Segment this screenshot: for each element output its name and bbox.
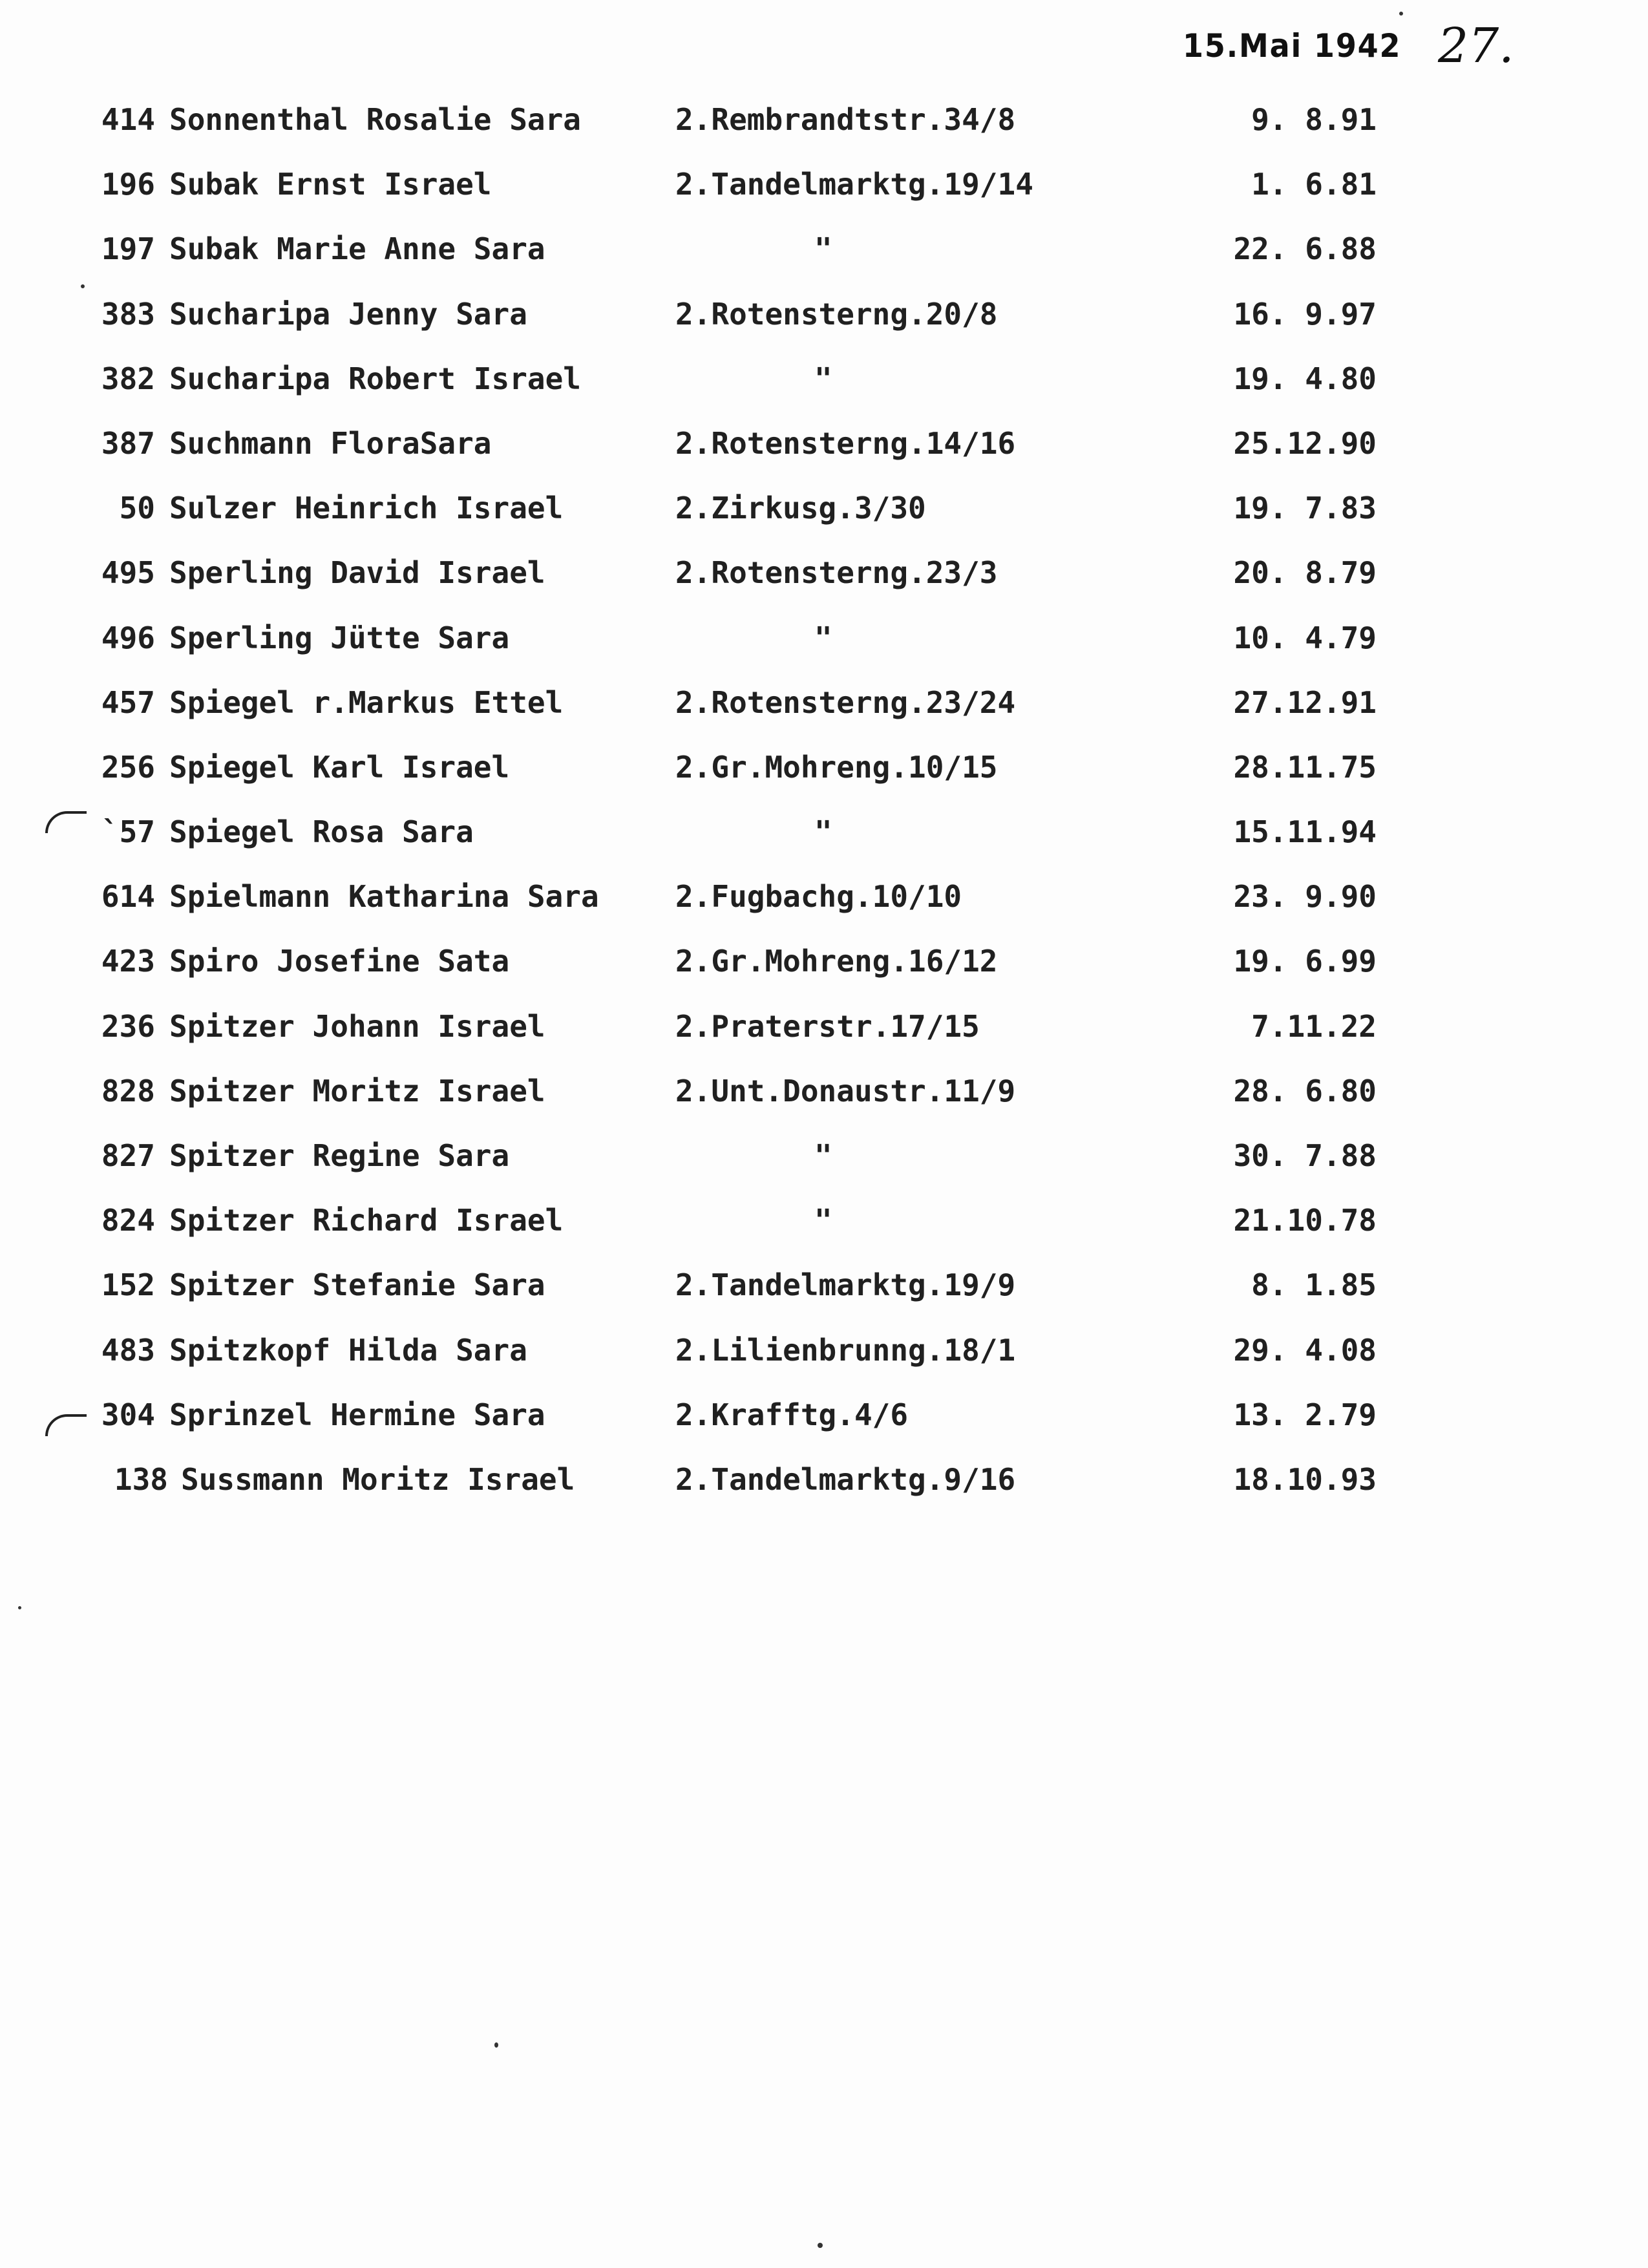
entry-birthdate: 29. 4.08 [1233, 1332, 1377, 1368]
entry-number: 152 [101, 1267, 155, 1303]
entry-address: 2.Tandelmarktg.19/14 [675, 167, 1033, 202]
entry-name: Spitzer Regine Sara [169, 1138, 510, 1173]
entry-birthdate: 27.12.91 [1233, 684, 1377, 720]
entry-address: 2.Rotensterng.20/8 [675, 296, 998, 332]
entry-address: 2.Rotensterng.14/16 [675, 425, 1016, 461]
entry-address: 2.Praterstr.17/15 [675, 1008, 980, 1044]
entry-birthdate: 23. 9.90 [1233, 879, 1377, 915]
list-item [0, 809, 1648, 874]
entry-address: 2.Gr.Mohreng.10/15 [675, 749, 998, 785]
entry-number: 824 [101, 1203, 155, 1238]
entry-birthdate: 8. 1.85 [1251, 1267, 1377, 1303]
entry-number: 827 [101, 1138, 155, 1173]
entry-birthdate: 19. 6.99 [1233, 944, 1377, 979]
entry-address: 2.Tandelmarktg.19/9 [675, 1267, 1016, 1303]
entry-number: 828 [101, 1073, 155, 1108]
entry-number: 483 [101, 1332, 155, 1368]
list-item [0, 1457, 1648, 1521]
list-item [0, 97, 1648, 162]
entry-address: 2.Zirkusg.3/30 [675, 491, 926, 526]
entry-name: Spitzer Johann Israel [169, 1008, 545, 1044]
list-item [0, 1068, 1648, 1133]
entry-address: " [814, 231, 832, 267]
entry-name: Sucharipa Jenny Sara [169, 296, 527, 332]
entry-name: Spitzer Stefanie Sara [169, 1267, 545, 1303]
list-item [0, 1392, 1648, 1457]
entry-number: 414 [101, 102, 155, 137]
entry-birthdate: 7.11.22 [1251, 1008, 1377, 1044]
entry-name: Sulzer Heinrich Israel [169, 491, 564, 526]
entry-name: Spielmann Katharina Sara [169, 879, 599, 915]
entry-number: 138 [114, 1461, 168, 1497]
entry-number: 423 [101, 944, 155, 979]
entry-birthdate: 19. 4.80 [1233, 361, 1377, 396]
entry-name: Sperling David Israel [169, 555, 545, 591]
list-item [0, 1133, 1648, 1198]
list-item [0, 162, 1648, 226]
entry-name: Subak Ernst Israel [169, 167, 492, 202]
entry-birthdate: 30. 7.88 [1233, 1138, 1377, 1173]
entry-address: " [814, 814, 832, 850]
entry-name: Suchmann FloraSara [169, 425, 492, 461]
entry-name: Sucharipa Robert Israel [169, 361, 581, 396]
list-item [0, 226, 1648, 291]
entry-birthdate: 16. 9.97 [1233, 296, 1377, 332]
entry-address: 2.Rembrandtstr.34/8 [675, 102, 1016, 137]
entry-birthdate: 9. 8.91 [1251, 102, 1377, 137]
entry-birthdate: 28. 6.80 [1233, 1073, 1377, 1108]
entry-number: 382 [101, 361, 155, 396]
list-item [0, 745, 1648, 809]
entry-birthdate: 15.11.94 [1233, 814, 1377, 850]
list-item [0, 421, 1648, 485]
list-item [0, 680, 1648, 745]
entry-name: Spiro Josefine Sata [169, 944, 510, 979]
entry-name: Sperling Jütte Sara [169, 620, 510, 655]
entry-number: 236 [101, 1008, 155, 1044]
entry-address: 2.Unt.Donaustr.11/9 [675, 1073, 1016, 1108]
entry-address: " [814, 1203, 832, 1238]
scan-speck [818, 2243, 823, 2248]
entry-number: 457 [101, 684, 155, 720]
date-stamp: 15.Mai 1942 [1183, 27, 1402, 65]
entry-name: Spiegel Rosa Sara [169, 814, 474, 850]
entry-number: 256 [101, 749, 155, 785]
list-item [0, 1262, 1648, 1327]
entry-address: 2.Lilienbrunng.18/1 [675, 1332, 1016, 1368]
list-item [0, 356, 1648, 421]
entry-birthdate: 19. 7.83 [1233, 491, 1377, 526]
register-list [0, 97, 1648, 1521]
entry-name: Spitzer Richard Israel [169, 1203, 564, 1238]
entry-address: 2.Tandelmarktg.9/16 [675, 1461, 1016, 1497]
entry-number: 387 [101, 425, 155, 461]
entry-address: 2.Krafftg.4/6 [675, 1397, 909, 1432]
entry-name: Sprinzel Hermine Sara [169, 1397, 545, 1432]
entry-name: Sonnenthal Rosalie Sara [169, 102, 581, 137]
entry-address: 2.Rotensterng.23/3 [675, 555, 998, 591]
list-item [0, 291, 1648, 356]
list-item [0, 550, 1648, 615]
entry-address: " [814, 1138, 832, 1173]
list-item [0, 485, 1648, 550]
entry-name: Spitzer Moritz Israel [169, 1073, 545, 1108]
entry-birthdate: 21.10.78 [1233, 1203, 1377, 1238]
list-item [0, 1328, 1648, 1392]
entry-birthdate: 28.11.75 [1233, 749, 1377, 785]
list-item [0, 874, 1648, 938]
entry-number: 304 [101, 1397, 155, 1432]
entry-number: 496 [101, 620, 155, 655]
scan-speck [1399, 12, 1403, 16]
entry-number: 495 [101, 555, 155, 591]
entry-name: Spitzkopf Hilda Sara [169, 1332, 527, 1368]
list-item [0, 1004, 1648, 1068]
entry-number: 50 [119, 491, 155, 526]
entry-number: 196 [101, 167, 155, 202]
entry-number: 197 [101, 231, 155, 267]
entry-birthdate: 13. 2.79 [1233, 1397, 1377, 1432]
handwritten-page-number: 27. [1438, 18, 1514, 74]
entry-address: 2.Gr.Mohreng.16/12 [675, 944, 998, 979]
scan-speck [18, 1606, 21, 1609]
scan-speck [494, 2042, 498, 2048]
entry-number: 383 [101, 296, 155, 332]
entry-name: Subak Marie Anne Sara [169, 231, 545, 267]
entry-birthdate: 22. 6.88 [1233, 231, 1377, 267]
entry-number: 614 [101, 879, 155, 915]
entry-birthdate: 10. 4.79 [1233, 620, 1377, 655]
entry-address: " [814, 620, 832, 655]
entry-birthdate: 20. 8.79 [1233, 555, 1377, 591]
entry-name: Spiegel r.Markus Ettel [169, 684, 564, 720]
entry-birthdate: 18.10.93 [1233, 1461, 1377, 1497]
list-item [0, 1198, 1648, 1262]
list-item [0, 615, 1648, 680]
entry-name: Sussmann Moritz Israel [181, 1461, 575, 1497]
entry-address: 2.Rotensterng.23/24 [675, 684, 1016, 720]
entry-address: 2.Fugbachg.10/10 [675, 879, 962, 915]
entry-name: Spiegel Karl Israel [169, 749, 510, 785]
entry-address: " [814, 361, 832, 396]
list-item [0, 938, 1648, 1003]
entry-number: `57 [101, 814, 155, 850]
entry-birthdate: 25.12.90 [1233, 425, 1377, 461]
entry-birthdate: 1. 6.81 [1251, 167, 1377, 202]
